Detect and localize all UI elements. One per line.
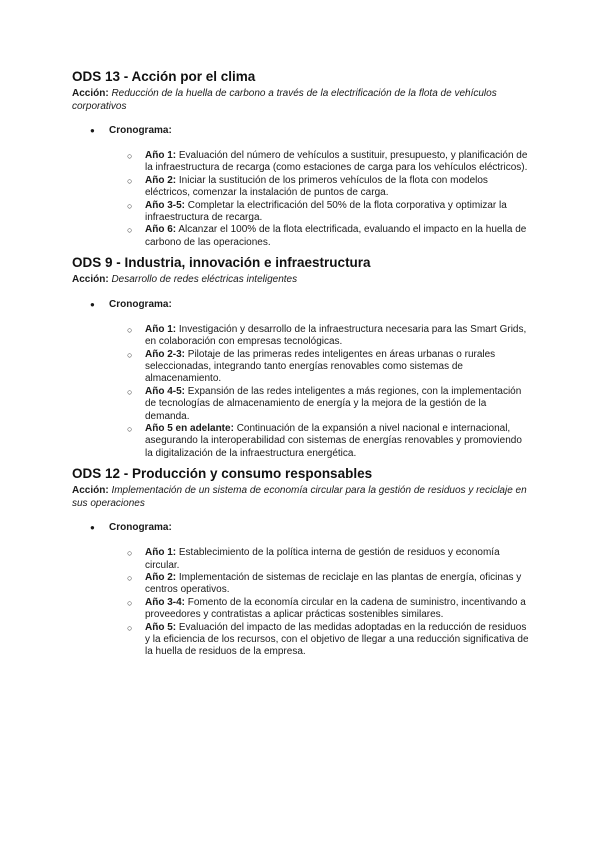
section-ods-12 [72,465,532,659]
list-item: ○ Año 2: Iniciar la sustitución de los primeros vehículos de la flota con modelos eléctricos, comenzar la instalación de puntos de carga. [127,174,488,199]
circle-bullet-icon: ○ [127,424,133,434]
accion-label: Acción: [72,485,109,497]
list-item: ○ Año 1: Establecimiento de la política interna de gestión de residuos y economía circular. [127,547,500,571]
accion-text: Desarrollo de redes eléctricas inteligentes [111,274,298,286]
list-item: ○ Año 2: Implementación de sistemas de reciclaje en las plantas de energía, oficinas y centros operativos. [127,572,522,596]
accion-line [72,485,532,510]
cronograma-heading: ● Cronograma: [90,522,172,534]
circle-bullet-icon: ○ [127,573,133,584]
accion-line [72,88,532,113]
list-item: ○ Año 3-4: Fomento de la economía circular en la cadena de suministro, incentivando a proveedores y contratistas a aplicar prácticas sostenibles similares. [127,596,526,621]
section-ods-13 [72,68,532,249]
section-title: ODS 13 - Acción por el clima [72,69,256,84]
list-item: ○ Año 1: Evaluación del número de vehículos a sustituir, presupuesto, y planificación de la infraestructura de recarga (como estaciones de carga para los vehículos eléctricos). [127,150,528,174]
list-item: ○ Año 2-3: Pilotaje de las primeras redes inteligentes en áreas urbanas o rurales seleccionadas, integrando tanto energías renovables como sistemas de almacenamiento. [127,348,496,385]
circle-bullet-icon: ○ [127,622,133,633]
cronograma-heading: ● Cronograma: [90,298,172,310]
circle-bullet-icon: ○ [127,386,133,397]
circle-bullet-icon: ○ [127,151,133,161]
list-item: ○ Año 1: Investigación y desarrollo de la infraestructura necesaria para las Smart Grids, en colaboración con empresas tecnológicas. [127,323,527,348]
circle-bullet-icon: ○ [127,349,133,360]
accion-label: Acción: [72,88,109,99]
accion-text: Implementación de un sistema de economía circular para la gestión de residuos y reciclaje en sus operaciones [72,485,527,509]
circle-bullet-icon: ○ [127,225,133,236]
list-item: ○ Año 5: Evaluación del impacto de las medidas adoptadas en la reducción de residuos y la eficiencia de los recursos, con el objetivo de llegar a una reducción significativa de la huella de residuos de la empresa. [127,621,529,658]
section-title: ODS 9 - Industria, innovación e infraestructura [72,255,371,271]
accion-line [72,274,532,287]
section-title: ODS 12 - Producción y consumo responsables [72,466,373,482]
accion-text: Reducción de la huella de carbono a través de la electrificación de la flota de vehículos corporativos [72,88,497,112]
circle-bullet-icon: ○ [127,548,133,559]
list-item: ○ Año 6: Alcanzar el 100% de la flota electrificada, evaluando el impacto en la huella de carbono de las operaciones. [127,224,527,248]
list-item: ○ Año 5 en adelante: Continuación de la expansión a nivel nacional e internacional, asegurando la interoperabilidad con sistemas de energías renovables y promoviendo la digitalización de la infraestructura energética. [127,423,522,459]
accion-label: Acción: [72,274,109,286]
schedule-list [72,324,532,460]
cronograma-heading: ● Cronograma: [90,125,172,136]
schedule-list [72,547,532,659]
list-item: ○ Año 3-5: Completar la electrificación del 50% de la flota corporativa y optimizar la infraestructura de recarga. [127,199,507,224]
circle-bullet-icon: ○ [127,597,133,608]
section-ods-9 [72,254,532,460]
bullet-icon: ● [90,126,95,135]
list-item: ○ Año 4-5: Expansión de las redes inteligentes a más regiones, con la implementación de tecnologías de almacenamiento de energía y la mejora de la gestión de la demanda. [127,385,522,422]
bullet-icon: ● [90,523,95,533]
bullet-icon: ● [90,299,95,309]
document-page [72,68,532,659]
circle-bullet-icon: ○ [127,175,133,186]
circle-bullet-icon: ○ [127,200,133,211]
schedule-list [72,150,532,249]
circle-bullet-icon: ○ [127,324,133,335]
